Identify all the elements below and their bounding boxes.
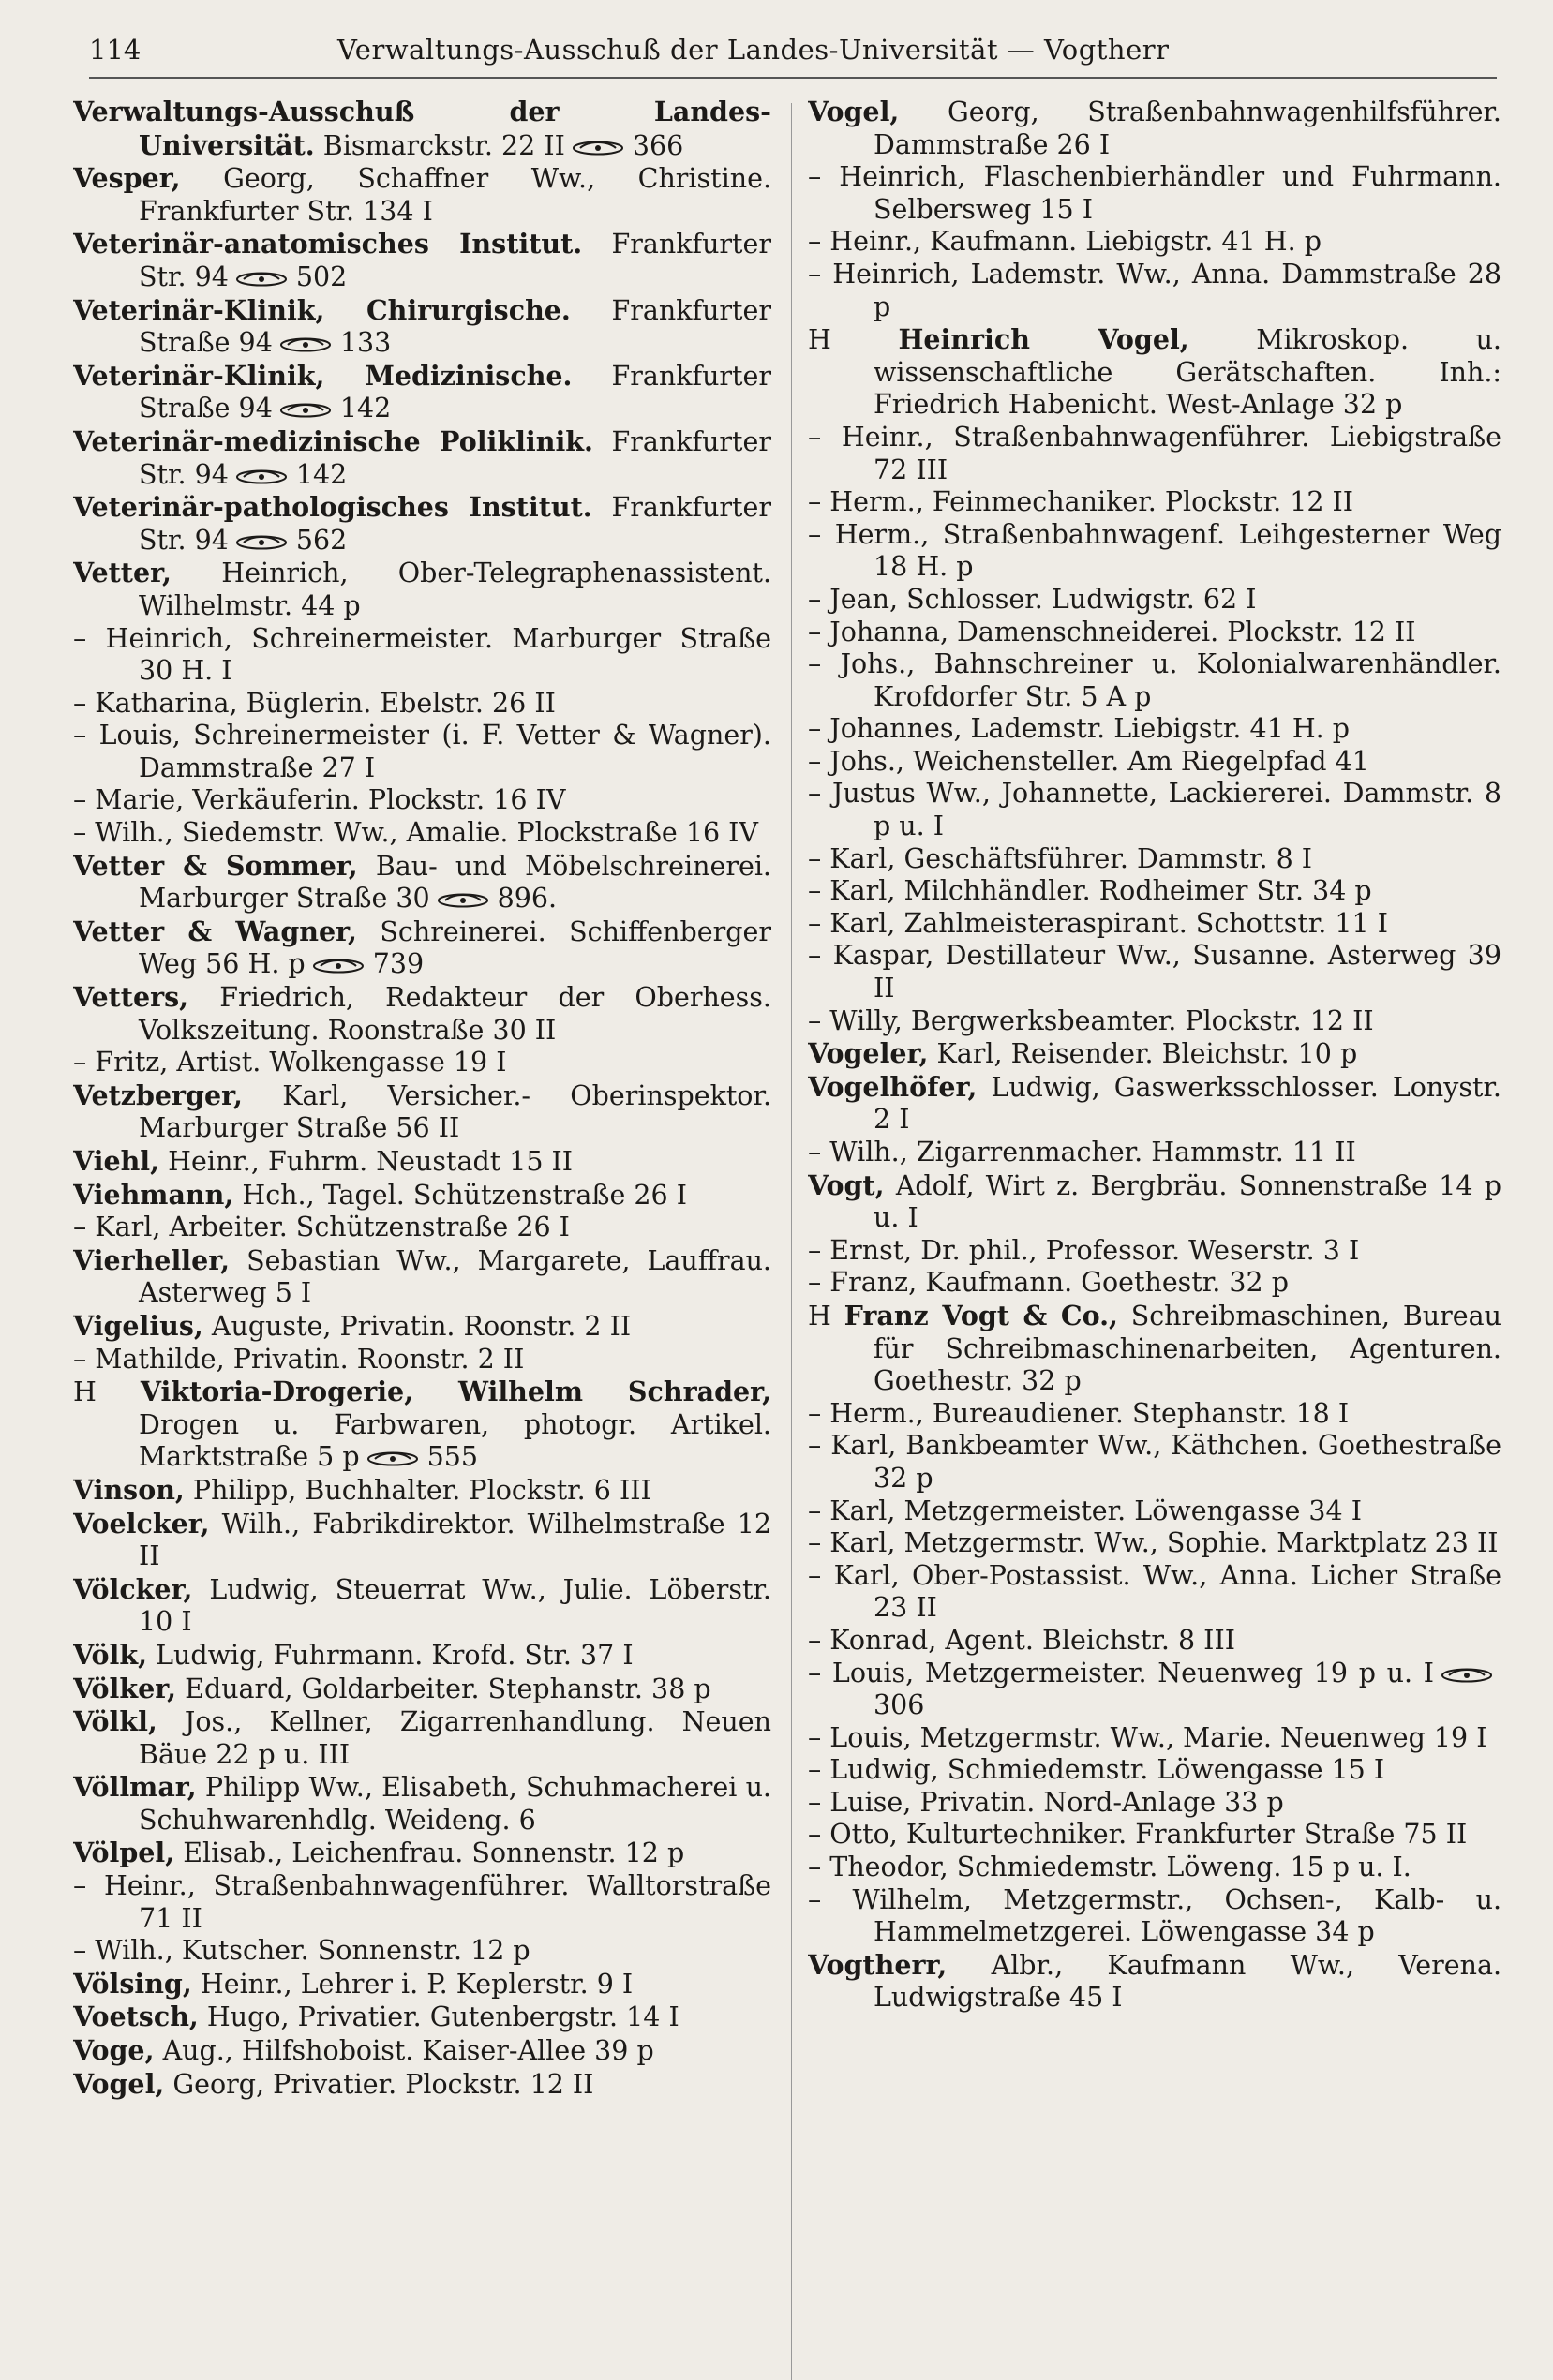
entry-name: Viehmann, (73, 1178, 234, 1211)
entry-details: – Heinr., Straßenbahnwagenführer. Liebigstraße 72 III (808, 421, 1501, 485)
phone-number: 142 (295, 458, 348, 490)
entry-details: – Mathilde, Privatin. Roonstr. 2 II (73, 1343, 525, 1375)
phone-number: 896. (497, 883, 558, 915)
entry-name: Vogelhöfer, (808, 1070, 978, 1103)
directory-entry (808, 908, 1501, 941)
directory-entry (73, 1310, 771, 1344)
entry-details: – Heinrich, Schreinermeister. Marburger Straße 30 H. I (73, 622, 771, 687)
directory-entry (808, 1005, 1501, 1038)
entry-details: Ludwig, Steuerrat Ww., Julie. Löberstr. 10 I (139, 1573, 771, 1638)
entry-details: – Louis, Metzgermstr. Ww., Marie. Neuenweg 19 I (808, 1721, 1487, 1753)
directory-entry (808, 1495, 1501, 1528)
directory-entry (73, 1870, 771, 1935)
directory-entry (73, 425, 771, 491)
entry-details: – Fritz, Artist. Wolkengasse 19 I (73, 1047, 507, 1078)
entry-name: Verwaltungs-Ausschuß der Landes-Universität. (73, 96, 771, 161)
phone-number: 739 (372, 948, 425, 980)
entry-details: Jos., Kellner, Zigarrenhandlung. Neuen Bäue 22 p u. III (139, 1706, 771, 1770)
entry-details: Karl, Reisender. Bleichstr. 10 p (936, 1038, 1358, 1070)
entry-name: Vetzberger, (73, 1078, 243, 1111)
entry-details: Bismarckstr. 22 II (322, 129, 565, 161)
entry-details: – Luise, Privatin. Nord-Anlage 33 p (808, 1786, 1284, 1818)
entry-details: – Johs., Bahnschreiner u. Kolonialwarenhändler. Krofdorfer Str. 5 A p (808, 648, 1501, 712)
entry-name: Völpel, (73, 1837, 175, 1869)
entry-details: – Karl, Metzgermstr. Ww., Sophie. Marktplatz 23 II (808, 1527, 1499, 1559)
directory-entry (808, 323, 1501, 422)
directory-entry (73, 2034, 771, 2068)
entry-details: – Louis, Schreinermeister (i. F. Vetter & Wagner). Dammstraße 27 I (73, 720, 771, 783)
directory-entry (808, 1527, 1501, 1560)
entry-details: – Marie, Verkäuferin. Plockstr. 16 IV (73, 784, 566, 816)
directory-entry (808, 1884, 1501, 1949)
directory-entry (73, 1079, 771, 1145)
directory-entry (73, 1179, 771, 1212)
entry-details: Drogen u. Farbwaren, photogr. Artikel. Marktstraße 5 p (139, 1408, 771, 1473)
entry-details: – Heinr., Kaufmann. Liebigstr. 41 H. p (808, 226, 1322, 258)
directory-entry (808, 584, 1501, 617)
directory-entry (73, 784, 771, 817)
directory-entry (808, 1819, 1501, 1852)
entry-details: Hugo, Privatier. Gutenbergstr. 14 I (206, 2001, 679, 2033)
entry-name: Voge, (73, 2034, 155, 2067)
entry-name: Völsing, (73, 1967, 192, 2000)
entry-details: – Heinrich, Flaschenbierhändler und Fuhrmann. Selbersweg 15 I (808, 161, 1501, 225)
entry-details: – Johannes, Lademstr. Liebigstr. 41 H. p (808, 713, 1351, 745)
entry-details: – Johanna, Damenschneiderei. Plockstr. 12 II (808, 616, 1416, 647)
directory-entry (808, 422, 1501, 486)
entry-details: Friedrich, Redakteur der Oberhess. Volkszeitung. Roonstraße 30 II (139, 982, 771, 1046)
entry-name: Vesper, (73, 162, 181, 195)
entry-details: – Willy, Bergwerksbeamter. Plockstr. 12 II (808, 1004, 1374, 1036)
telephone-icon (571, 140, 625, 156)
directory-entry (73, 1244, 771, 1310)
entry-name: Veterinär-Klinik, Medizinische. (73, 359, 573, 392)
entry-details: Hch., Tagel. Schützenstraße 26 I (242, 1179, 687, 1211)
directory-entry (73, 1968, 771, 2001)
entry-name: Völk, (73, 1638, 148, 1671)
directory-entry (808, 1560, 1501, 1625)
directory-entry (73, 720, 771, 784)
entry-details: Georg, Privatier. Plockstr. 12 II (172, 2068, 594, 2100)
entry-name: Voetsch, (73, 2001, 199, 2033)
entry-details: – Franz, Kaufmann. Goethestr. 32 p (808, 1267, 1289, 1299)
directory-entry (808, 226, 1501, 259)
telephone-icon (234, 469, 289, 485)
phone-number: 142 (339, 393, 392, 424)
entry-details: – Karl, Ober-Postassist. Ww., Anna. Licher Straße 23 II (808, 1559, 1501, 1624)
entry-name: Viehl, (73, 1145, 160, 1177)
entry-details: Eduard, Goldarbeiter. Stephanstr. 38 p (185, 1673, 711, 1704)
entry-name: Vetter & Wagner, (73, 915, 357, 947)
directory-entry (808, 1754, 1501, 1787)
entry-name: Vogeler, (808, 1037, 929, 1070)
directory-entry (73, 1145, 771, 1179)
directory-entry (73, 1935, 771, 1968)
entry-details: Sebastian Ww., Margarete, Lauffrau. Asterweg 5 I (139, 1244, 771, 1309)
directory-entry (73, 1212, 771, 1244)
entry-name: Franz Vogt & Co., (844, 1299, 1118, 1331)
entry-details: Auguste, Privatin. Roonstr. 2 II (211, 1310, 632, 1342)
directory-entry (808, 648, 1501, 713)
directory-entry (808, 1852, 1501, 1884)
entry-details: – Johs., Weichensteller. Am Riegelpfad 41 (808, 745, 1369, 777)
entry-name: Heinrich Vogel, (898, 323, 1189, 356)
directory-entry (808, 1722, 1501, 1755)
entry-details: – Katharina, Büglerin. Ebelstr. 26 II (73, 687, 556, 719)
entry-name: Vierheller, (73, 1243, 231, 1276)
directory-entry (808, 519, 1501, 584)
entry-details: Adolf, Wirt z. Bergbräu. Sonnenstraße 14 p u. I (874, 1169, 1501, 1234)
entry-name: Vinson, (73, 1473, 185, 1506)
entry-name: Veterinär-anatomisches Institut. (73, 228, 583, 260)
entry-name: Veterinär-pathologisches Institut. (73, 491, 592, 524)
directory-entry (73, 1673, 771, 1706)
entry-name: Völkl, (73, 1705, 157, 1738)
directory-entry (73, 1376, 771, 1474)
directory-entry (808, 1300, 1501, 1398)
directory-entry (73, 1837, 771, 1870)
directory-entry (808, 940, 1501, 1004)
telephone-icon (1440, 1667, 1494, 1684)
entry-details: – Kaspar, Destillateur Ww., Susanne. Asterweg 39 II (808, 940, 1501, 1004)
entry-details: – Karl, Zahlmeisteraspirant. Schottstr. 11 I (808, 907, 1388, 939)
entry-details: Heinr., Lehrer i. P. Keplerstr. 9 I (200, 1968, 634, 2000)
directory-entry (808, 259, 1501, 323)
phone-number: 133 (339, 327, 392, 359)
directory-entry (73, 162, 771, 228)
phone-number: 555 (426, 1441, 479, 1473)
directory-entry (808, 746, 1501, 779)
directory-entry (808, 96, 1501, 161)
telephone-icon (234, 534, 289, 551)
directory-entry (808, 1235, 1501, 1268)
entry-name: Vogel, (73, 2067, 165, 2100)
entry-details: – Theodor, Schmiedemstr. Löweng. 15 p u. I. (808, 1852, 1411, 1883)
entry-details: Frankfurter Str. 94 (139, 492, 771, 556)
directory-entry (73, 1705, 771, 1771)
entry-name: Veterinär-medizinische Poliklinik. (73, 424, 593, 457)
directory-entry (808, 778, 1501, 842)
entry-mark: H (808, 324, 831, 356)
directory-entry (808, 1137, 1501, 1169)
entry-details: – Karl, Arbeiter. Schützenstraße 26 I (73, 1212, 570, 1243)
entry-details: – Konrad, Agent. Bleichstr. 8 III (808, 1624, 1235, 1656)
directory-entry (73, 96, 771, 162)
entry-name: Völker, (73, 1672, 177, 1704)
directory-entry (73, 360, 771, 425)
entry-details: – Wilh., Zigarrenmacher. Hammstr. 11 II (808, 1137, 1356, 1168)
directory-entry (808, 1430, 1501, 1495)
telephone-icon (436, 892, 490, 909)
left-column (73, 96, 771, 2101)
entry-details: – Herm., Bureaudiener. Stephanstr. 18 I (808, 1397, 1350, 1429)
directory-entry (808, 843, 1501, 876)
directory-entry (808, 1169, 1501, 1235)
phone-number: 366 (632, 129, 684, 161)
entry-name: Vetter, (73, 557, 172, 589)
entry-name: Veterinär-Klinik, Chirurgische. (73, 293, 571, 326)
entry-details: Mikroskop. u. wissenschaftliche Gerätschaften. Inh.: Friedrich Habenicht. West-Anlage 32 p (874, 324, 1501, 421)
directory-entry (808, 1398, 1501, 1431)
directory-entry (73, 688, 771, 721)
directory-entry (808, 161, 1501, 226)
entry-details: Ludwig, Gaswerksschlosser. Lonystr. 2 I (874, 1071, 1501, 1136)
directory-entry (73, 817, 771, 850)
entry-details: – Karl, Metzgermeister. Löwengasse 34 I (808, 1495, 1362, 1526)
telephone-icon (366, 1450, 420, 1467)
entry-details: Schreibmaschinen, Bureau für Schreibmaschinenarbeiten, Agenturen. Goethestr. 32 p (874, 1300, 1501, 1397)
directory-entry (73, 623, 771, 688)
entry-name: Völcker, (73, 1572, 193, 1605)
directory-entry (808, 713, 1501, 746)
entry-details: – Otto, Kulturtechniker. Frankfurter Straße 75 II (808, 1819, 1468, 1851)
phone-number: 306 (874, 1689, 925, 1721)
entry-mark: H (73, 1376, 97, 1408)
entry-details: – Justus Ww., Johannette, Lackiererei. Dammstr. 8 p u. I (808, 778, 1501, 842)
entry-name: Vogtherr, (808, 1948, 948, 1981)
directory-entry (73, 981, 771, 1047)
entry-name: Voelcker, (73, 1507, 210, 1540)
entry-details: – Karl, Geschäftsführer. Dammstr. 8 I (808, 842, 1313, 874)
entry-details: – Ernst, Dr. phil., Professor. Weserstr. 3 I (808, 1234, 1360, 1266)
entry-details: – Ludwig, Schmiedemstr. Löwengasse 15 I (808, 1754, 1385, 1786)
entry-details: Schreinerei. Schiffenberger Weg 56 H. p (139, 915, 771, 980)
entry-details: Aug., Hilfshoboist. Kaiser-Allee 39 p (162, 2035, 654, 2067)
directory-entry (73, 850, 771, 915)
directory-entry (73, 228, 771, 293)
entry-details: – Wilh., Siedemstr. Ww., Amalie. Plockstraße 16 IV (73, 817, 758, 849)
directory-entry (73, 1508, 771, 1573)
telephone-icon (278, 336, 333, 353)
directory-entry (73, 2001, 771, 2034)
entry-details: Heinr., Fuhrm. Neustadt 15 II (168, 1146, 574, 1177)
directory-entry (73, 557, 771, 622)
entry-details: – Karl, Milchhändler. Rodheimer Str. 34 p (808, 875, 1372, 907)
entry-details: Elisab., Leichenfrau. Sonnenstr. 12 p (183, 1837, 685, 1869)
directory-entry (73, 294, 771, 360)
entry-details: – Herm., Straßenbahnwagenf. Leihgesterner Weg 18 H. p (808, 518, 1501, 583)
entry-details: – Herm., Feinmechaniker. Plockstr. 12 II (808, 486, 1354, 518)
telephone-icon (278, 402, 333, 419)
running-title: Verwaltungs-Ausschuß der Landes-Universität — Vogtherr (337, 34, 1170, 66)
entry-name: Vigelius, (73, 1309, 203, 1342)
directory-entry (73, 1639, 771, 1673)
entry-details: Frankfurter Straße 94 (139, 294, 771, 359)
directory-entry (808, 875, 1501, 908)
entry-mark: H (808, 1300, 831, 1331)
entry-name: Vetters, (73, 981, 189, 1014)
telephone-icon (311, 958, 366, 974)
directory-entry (73, 1474, 771, 1508)
entry-details: Frankfurter Str. 94 (139, 229, 771, 292)
directory-entry (808, 1037, 1501, 1071)
entry-details: Wilh., Fabrikdirektor. Wilhelmstraße 12 II (139, 1508, 771, 1572)
directory-entry (808, 1658, 1501, 1722)
entry-details: – Jean, Schlosser. Ludwigstr. 62 I (808, 583, 1257, 615)
entry-details: – Heinrich, Lademstr. Ww., Anna. Dammstraße 28 p (808, 258, 1501, 322)
telephone-icon (234, 271, 289, 288)
directory-entry (73, 2068, 771, 2102)
phone-number: 502 (295, 260, 348, 292)
entry-details: Philipp Ww., Elisabeth, Schuhmacherei u. Schuhwarenhdlg. Weideng. 6 (139, 1772, 771, 1836)
directory-entry (73, 491, 771, 557)
entry-details: Bau- und Möbelschreinerei. Marburger Straße 30 (139, 850, 771, 915)
right-column (808, 96, 1501, 2015)
entry-details: – Karl, Bankbeamter Ww., Käthchen. Goethestraße 32 p (808, 1430, 1501, 1494)
entry-details: Philipp, Buchhalter. Plockstr. 6 III (192, 1474, 651, 1506)
entry-name: Völlmar, (73, 1771, 197, 1804)
entry-details: Heinrich, Ober-Telegraphenassistent. Wilhelmstr. 44 p (139, 558, 771, 621)
directory-entry (73, 1771, 771, 1837)
directory-entry (73, 1573, 771, 1639)
directory-entry (808, 617, 1501, 649)
entry-details: – Heinr., Straßenbahnwagenführer. Walltorstraße 71 II (73, 1870, 771, 1934)
directory-entry (73, 915, 771, 981)
directory-entry (808, 486, 1501, 519)
page-header (89, 28, 1497, 79)
entry-name: Viktoria-Drogerie, Wilhelm Schrader, (140, 1376, 771, 1408)
phone-number: 562 (295, 524, 348, 556)
entry-name: Vogel, (808, 96, 900, 127)
entry-details: – Louis, Metzgermeister. Neuenweg 19 p u. I (808, 1657, 1434, 1688)
page-number: 114 (89, 34, 142, 66)
entry-details: Ludwig, Fuhrmann. Krofd. Str. 37 I (156, 1639, 634, 1671)
entry-name: Vogt, (808, 1168, 885, 1201)
entry-details: – Wilhelm, Metzgermstr., Ochsen-, Kalb- u. Hammelmetzgerei. Löwengasse 34 p (808, 1883, 1501, 1948)
directory-entry (808, 1071, 1501, 1137)
entry-details: Georg, Schaffner Ww., Christine. Frankfurter Str. 134 I (139, 163, 771, 227)
directory-entry (73, 1344, 771, 1376)
directory-entry (808, 1949, 1501, 2015)
entry-details: Karl, Versicher.- Oberinspektor. Marburger Straße 56 II (139, 1079, 771, 1144)
entry-details: – Wilh., Kutscher. Sonnenstr. 12 p (73, 1935, 530, 1967)
entry-name: Vetter & Sommer, (73, 849, 358, 882)
entry-details: Albr., Kaufmann Ww., Verena. Ludwigstraße 45 I (874, 1949, 1501, 2014)
directory-entry (808, 1625, 1501, 1658)
directory-entry (73, 1047, 771, 1079)
directory-entry (808, 1787, 1501, 1820)
entry-details: Georg, Straßenbahnwagenhilfsführer. Dammstraße 26 I (874, 97, 1501, 160)
entry-details: Frankfurter Straße 94 (139, 360, 771, 424)
directory-entry (808, 1267, 1501, 1300)
entry-details: Frankfurter Str. 94 (139, 425, 771, 490)
